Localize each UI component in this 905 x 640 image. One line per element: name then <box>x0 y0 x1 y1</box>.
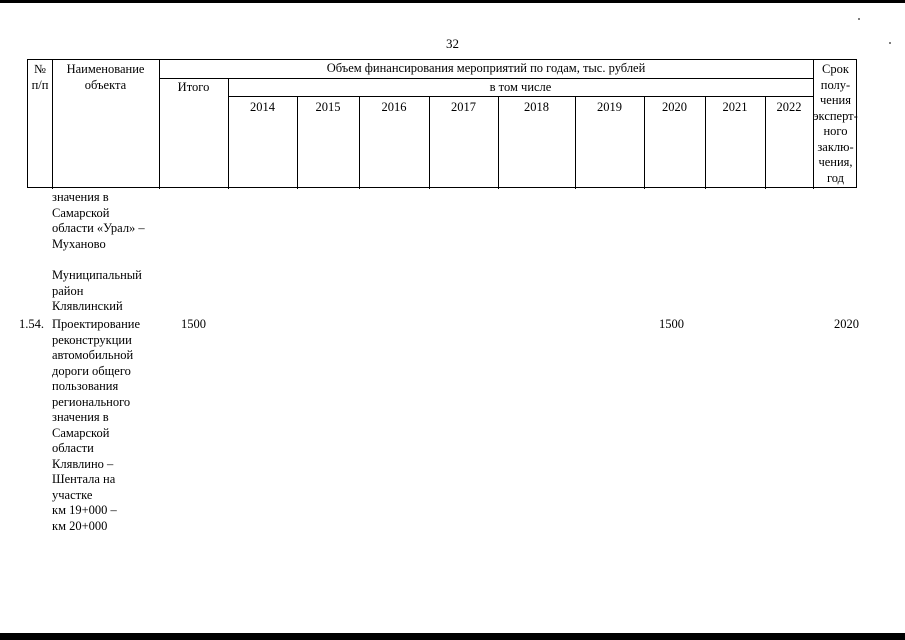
name-line: области <box>52 441 94 455</box>
name-line: Муханово <box>52 236 106 251</box>
name-line: автомобильной <box>52 348 134 362</box>
name-line: Самарской <box>52 425 110 440</box>
header-deadline-line-6: заклю- <box>817 140 854 154</box>
name-line: пользования <box>52 379 119 393</box>
header-year-2014: 2014 <box>250 100 275 114</box>
bottom-border-bar <box>0 633 905 640</box>
name-line: значения в <box>52 410 109 424</box>
name-line: области «Урал» – <box>52 221 145 235</box>
row-object-name <box>52 317 140 534</box>
header-including: в том числе <box>489 80 552 94</box>
header-deadline-line-8: год <box>826 171 845 185</box>
header-deadline-line-1: Срок <box>822 62 849 76</box>
row-total: 1500 <box>181 317 206 331</box>
header-year-2016: 2016 <box>381 100 407 114</box>
header-year-2015: 2015 <box>315 100 341 114</box>
header-num-line-2: п/п <box>31 78 49 92</box>
header-deadline-line-4: эксперт- <box>813 109 858 123</box>
name-line: км 19+000 – <box>52 503 117 517</box>
header-year-2021: 2021 <box>722 100 748 114</box>
top-border-bar <box>0 0 905 3</box>
header-year-2022: 2022 <box>776 100 802 114</box>
continuation-name <box>52 190 145 252</box>
name-line: км 20+000 <box>52 518 108 533</box>
name-line: Самарской <box>52 205 110 220</box>
name-line: значения в <box>52 190 109 204</box>
header-total: Итого <box>177 80 210 94</box>
grid-line <box>159 78 813 79</box>
group-line: Муниципальный <box>52 268 142 282</box>
header-num-line-1: № <box>34 62 46 76</box>
header-deadline-line-7: чения, <box>818 155 853 169</box>
scan-speck <box>858 18 860 20</box>
header-year-2018: 2018 <box>524 100 549 114</box>
name-line: дороги общего <box>52 363 131 378</box>
group-line: район <box>52 283 84 298</box>
header-year-2019: 2019 <box>597 100 622 114</box>
name-line: регионального <box>52 394 131 409</box>
name-line: Клявлино – <box>52 456 114 471</box>
table-header <box>27 59 857 188</box>
header-funding: Объем финансирования мероприятий по годам, тыс. рублей <box>326 61 646 75</box>
name-line: Проектирование <box>52 317 141 331</box>
header-deadline-line-5: ного <box>823 124 848 138</box>
header-name-line-2: объекта <box>84 78 127 92</box>
row-number: 1.54. <box>19 317 44 331</box>
header-deadline-line-3: чения <box>820 93 851 107</box>
page-number: 32 <box>446 36 459 51</box>
grid-line <box>228 96 813 97</box>
row-value-2020: 1500 <box>659 317 684 331</box>
row-deadline: 2020 <box>834 317 859 331</box>
group-heading <box>52 268 142 315</box>
header-deadline-line-2: полу- <box>820 78 851 92</box>
header-year-2020: 2020 <box>662 100 687 114</box>
name-line: Шентала на <box>52 472 116 486</box>
header-name-line-1: Наименование <box>66 62 145 76</box>
header-year-2017: 2017 <box>451 100 476 114</box>
name-line: реконструкции <box>52 332 132 347</box>
group-line: Клявлинский <box>52 299 123 313</box>
name-line: участке <box>52 487 93 502</box>
